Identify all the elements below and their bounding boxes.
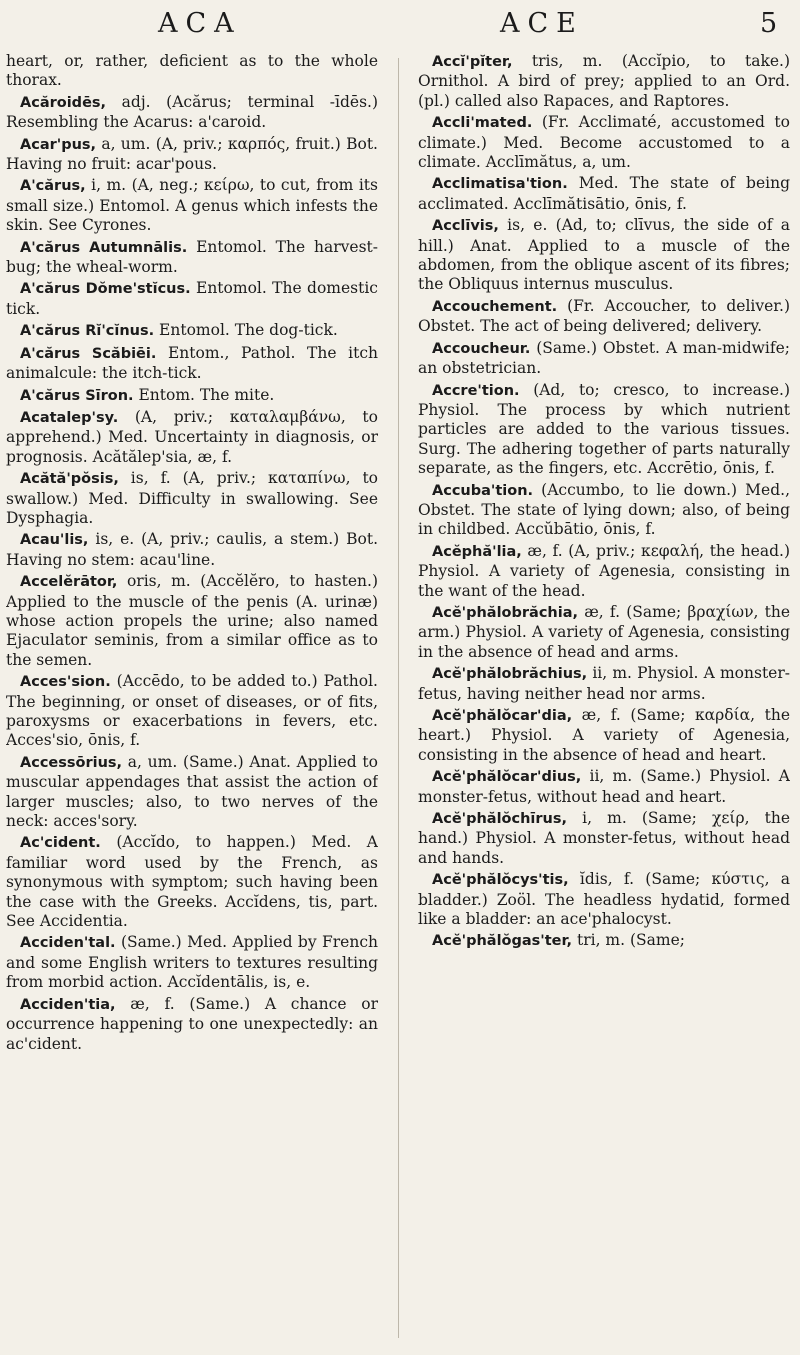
entry-definition: tri, m. (Same; — [572, 931, 685, 950]
entry-headword: Acciden'tal. — [20, 935, 116, 952]
entry-headword: Acclīvis, — [432, 218, 499, 235]
page-number: 5 — [760, 8, 778, 39]
dictionary-entry — [418, 339, 790, 379]
entry-definition: (Accēdo, to be added to.) Pathol. The beginning, or onset of diseases, or of fits, paroxysms or exacerbations in fevers, etc. Acces'sio, ōnis, f. — [6, 672, 378, 750]
entry-definition: oris, m. (Accĕlĕro, to hasten.) Applied to the muscle of the penis (A. urinæ) whose action propels the urine; also named Ejaculator seminis, from a similar office as to the semen. — [6, 572, 378, 669]
running-head-left: ACA — [158, 8, 242, 39]
dictionary-entry — [418, 381, 790, 479]
dictionary-entry — [6, 753, 378, 832]
entry-headword: A'cărus, — [20, 178, 86, 195]
entry-headword: A'cărus Rĭ'cĭnus. — [20, 323, 155, 340]
dictionary-entry — [418, 931, 790, 951]
dictionary-entry — [418, 216, 790, 295]
dictionary-entry — [6, 52, 378, 91]
entry-headword: Accelĕrātor, — [20, 574, 118, 591]
dictionary-entry — [6, 933, 378, 992]
entry-definition: ii, m. (Same.) Physiol. A monster-fetus, without head and heart. — [418, 767, 790, 806]
entry-definition: ĭdis, f. (Same; κύστις, a bladder.) Zoöl. The headless hydatid, formed like a bladder: an ace'phalocyst. — [418, 870, 790, 929]
entry-headword: A'cărus Scăbiēi. — [20, 345, 157, 362]
running-head-right: ACE — [500, 8, 584, 39]
entry-headword: Acĕ'phălobrăchia, — [432, 604, 579, 621]
entry-definition: tris, m. (Accĭpio, to take.) Ornithol. A bird of prey; applied to an Ord. (pl.) called also Rapaces, and Raptores. — [418, 52, 790, 110]
entry-headword: Acăroidēs, — [20, 94, 107, 111]
dictionary-entry — [6, 176, 378, 235]
entry-headword: Accre'tion. — [432, 382, 520, 399]
entry-definition: Med. The state of being acclimated. Acclīmătisātio, ōnis, f. — [418, 174, 790, 213]
dictionary-entry — [6, 279, 378, 319]
entry-headword: Accuba'tion. — [432, 482, 534, 499]
dictionary-entry — [6, 344, 378, 384]
entry-definition: (Accĭdo, to happen.) Med. A familiar word used by the French, as synonymous with symptom; such having been the case with the Greeks. Accĭdens, tis, part. See Accidentia. — [6, 833, 378, 931]
dictionary-entry — [418, 481, 790, 540]
dictionary-entry — [6, 408, 378, 467]
entry-headword: Acĕ'phălŏgas'ter, — [432, 933, 573, 950]
dictionary-entry — [6, 93, 378, 133]
dictionary-entry — [6, 469, 378, 528]
dictionary-entry — [6, 321, 378, 341]
entry-headword: Acĕ'phălŏcar'dius, — [432, 769, 582, 786]
entry-headword: Acces'sion. — [20, 674, 111, 691]
entry-headword: A'cărus Sīron. — [20, 387, 134, 404]
entry-definition: æ, f. (Same; καρδία, the heart.) Physiol. A variety of Agenesia, consisting in the absence of head and heart. — [418, 706, 790, 764]
left-column — [6, 52, 378, 1344]
entry-headword: Acĕphă'lia, — [432, 543, 522, 560]
entry-definition: æ, f. (A, priv.; κεφαλή, the head.) Physiol. A variety of Agenesia, consisting in the want of the head. — [418, 541, 790, 600]
entry-definition: Entomol. The dog-tick. — [154, 321, 338, 340]
entry-headword: Acar'pus, — [20, 136, 97, 153]
entry-headword: A'cărus Dŏme'stĭcus. — [20, 281, 191, 298]
entry-definition: (Same.) Obstet. A man-midwife; an obstetrician. — [418, 338, 790, 378]
dictionary-entry — [418, 767, 790, 807]
entry-headword: Acatalep'sy. — [20, 409, 119, 426]
entry-definition: a, um. (A, priv.; καρπός, fruit.) Bot. Having no fruit: acar'pous. — [6, 134, 378, 174]
entry-headword: Accouchement. — [432, 298, 558, 315]
entry-definition: adj. (Acărus; terminal -īdēs.) Resembling the Acarus: a'caroid. — [6, 92, 378, 132]
entry-definition: (Fr. Acclimaté, accustomed to climate.) Med. Become accustomed to a climate. Acclīmătus, a, um. — [418, 113, 790, 172]
entry-definition: Entom. The mite. — [133, 385, 275, 404]
dictionary-entry — [6, 572, 378, 670]
entry-headword: Acĕ'phălobrăchius, — [432, 666, 588, 683]
dictionary-entry — [6, 995, 378, 1054]
dictionary-entry — [418, 113, 790, 172]
entry-definition: i, m. (Same; χείρ, the hand.) Physiol. A monster-fetus, without head and hands. — [418, 809, 790, 867]
dictionary-entry — [418, 52, 790, 111]
entry-definition: Entomol. The harvest-bug; the wheal-worm. — [6, 237, 378, 277]
entry-headword: Acătă'pŏsis, — [20, 471, 119, 488]
dictionary-entry — [418, 603, 790, 662]
dictionary-entry — [418, 664, 790, 704]
dictionary-entry — [6, 530, 378, 570]
entry-headword: A'cărus Autumnālis. — [20, 239, 188, 256]
entry-definition: a, um. (Same.) Anat. Applied to muscular appendages that assist the action of larger muscles; also, to two nerves of the neck: acces'sory. — [6, 752, 378, 831]
entry-headword: Accoucheur. — [432, 340, 531, 357]
dictionary-entry — [418, 809, 790, 868]
dictionary-entry — [6, 386, 378, 406]
entry-definition: (Fr. Accoucher, to deliver.) Obstet. The act of being delivered; delivery. — [418, 296, 790, 336]
entry-headword: Acciden'tia, — [20, 996, 116, 1013]
entry-definition: æ, f. (Same; βραχίων, the arm.) Physiol. A variety of Agenesia, consisting in the absence of head and arms. — [418, 602, 790, 661]
entry-definition: ii, m. Physiol. A monster-fetus, having neither head nor arms. — [418, 664, 790, 703]
dictionary-entry — [418, 297, 790, 337]
dictionary-entry — [6, 672, 378, 751]
entry-definition: æ, f. (Same.) A chance or occurrence happening to one unexpectedly: an ac'cident. — [6, 994, 378, 1053]
entry-definition: is, f. (A, priv.; καταπίνω, to swallow.) Med. Difficulty in swallowing. See Dysphagia. — [6, 469, 378, 527]
entry-headword: Acclimatisa'tion. — [432, 176, 568, 193]
entry-definition: Entomol. The domestic tick. — [6, 279, 378, 318]
entry-definition: Entom., Pathol. The itch animalcule: the itch-tick. — [6, 343, 378, 383]
entry-headword: Acĕ'phălŏcar'dia, — [432, 708, 573, 724]
dictionary-entry — [418, 174, 790, 214]
entry-definition: is, e. (A, priv.; caulis, a stem.) Bot. Having no stem: acau'line. — [6, 530, 378, 569]
entry-definition: i, m. (A, neg.; κείρω, to cut, from its small size.) Entomol. A genus which infests the skin. See Cyrones. — [6, 176, 378, 235]
dictionary-entry — [418, 706, 790, 765]
right-column — [418, 52, 790, 1344]
dictionary-entry — [418, 870, 790, 929]
entry-headword: Accessōrius, — [20, 754, 123, 771]
dictionary-entry — [6, 238, 378, 278]
entry-headword: Ac'cident. — [20, 835, 101, 852]
entry-definition: (Ad, to; cresco, to increase.) Physiol. The process by which nutrient particles are added to the various tissues. Surg. The adhering together of parts naturally separate, as the fingers, etc. Accrētio, ōnis, f. — [418, 380, 790, 478]
entry-definition: is, e. (Ad, to; clīvus, the side of a hill.) Anat. Applied to a muscle of the abdomen, from the oblique ascent of its fibres; the Obliquus internus musculus. — [418, 216, 790, 294]
dictionary-entry — [6, 833, 378, 931]
entry-headword: Accli'mated. — [432, 115, 533, 132]
entry-definition: (A, priv.; καταλαμβάνω, to apprehend.) Med. Uncertainty in diagnosis, or prognosis. Acătălep'sia, æ, f. — [6, 407, 378, 466]
entry-definition: heart, or, rather, deficient as to the whole thorax. — [6, 52, 378, 90]
dictionary-entry — [6, 135, 378, 175]
entry-headword: Acĕ'phălŏcys'tis, — [432, 872, 569, 889]
entry-headword: Acau'lis, — [20, 532, 89, 549]
column-divider — [398, 58, 399, 1338]
dictionary-entry — [418, 542, 790, 601]
entry-headword: Acĕ'phălŏchīrus, — [432, 811, 568, 828]
entry-headword: Accĭ'pĭter, — [432, 54, 513, 70]
entry-definition: (Same.) Med. Applied by French and some English writers to textures resulting from morbid action. Accĭdentālis, is, e. — [6, 933, 378, 992]
entry-definition: (Accumbo, to lie down.) Med., Obstet. The state of lying down; also, of being in childbed. Accŭbātio, ōnis, f. — [418, 480, 790, 539]
